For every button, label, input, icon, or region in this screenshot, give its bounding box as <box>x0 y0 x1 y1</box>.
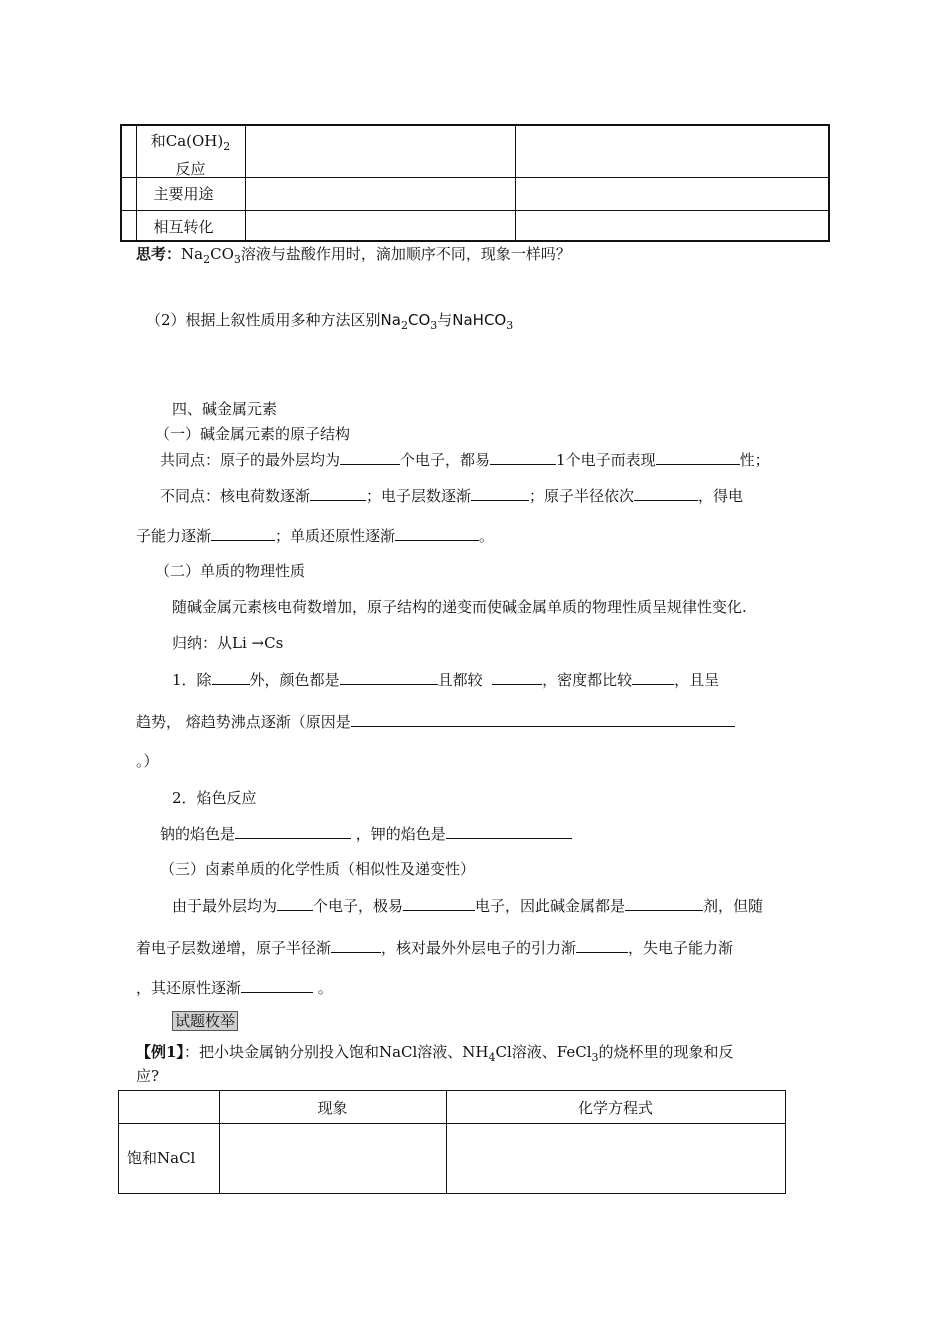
row-label-caoh2: 和$Ca(OH)_2$ 反应 <box>150 132 231 178</box>
subsection-chemical: （三）卤素单质的化学性质（相似性及递变性） <box>160 860 476 878</box>
section-title: 四、碱金属元素 <box>172 400 278 418</box>
point-1: 1．除 外，颜色都是 且都较 ，密度都比较 ，且呈 <box>172 671 720 689</box>
col-header-equation: 化学方程式 <box>577 1099 653 1117</box>
point-1-end: 。） <box>136 752 159 770</box>
properties-table <box>120 124 830 242</box>
example-1: 【例1】：把小块金属钠分别投入饱和NaCl溶液、$NH_4Cl$溶液、FeCl$_3$的烧杯里的现象和反 <box>136 1043 734 1064</box>
table-divider <box>515 126 516 240</box>
col-header-phenomenon: 现象 <box>317 1099 348 1117</box>
physical-intro: 随碱金属元素核电荷数增加，原子结构的递变而使碱金属单质的物理性质呈规律性变化. <box>172 598 747 616</box>
different-points-cont: 子能力逐渐 ；单质还原性逐渐 。 <box>136 527 495 545</box>
example-table <box>118 1090 786 1194</box>
common-points: 共同点：原子的最外层均为 个电子，都易 1个电子而表现 性； <box>160 451 770 469</box>
chemical-line-3: ，其还原性逐渐 。 <box>136 979 333 997</box>
question-2: （2）根据上叙性质用多种方法区别$Na_2CO_3$与NaHCO$_3$ <box>146 311 514 332</box>
chemical-line-1: 由于最外层均为 个电子，极易 电子，因此碱金属都是 剂，但随 <box>172 897 764 915</box>
point-2-flame: 2．焰色反应 <box>172 789 257 807</box>
table-divider <box>245 126 246 240</box>
row-label-nacl: 饱和NaCl <box>127 1149 196 1167</box>
summary-li-cs: 归纳：从Li →Cs <box>172 634 284 652</box>
examples-heading: 试题枚举 <box>172 1012 238 1030</box>
table-divider <box>119 1123 785 1124</box>
subsection-physical: （二）单质的物理性质 <box>155 562 306 580</box>
row-label-conversion: 相互转化 <box>153 218 214 236</box>
different-points: 不同点：核电荷数逐渐 ；电子层数逐渐 ；原子半径依次 ，得电 <box>160 487 744 505</box>
subsection-atomic-structure: （一）碱金属元素的原子结构 <box>155 425 351 443</box>
example-1-cont: 应? <box>136 1067 160 1085</box>
row-label-uses: 主要用途 <box>153 185 214 203</box>
chemical-line-2: 着电子层数递增，原子半径渐 ，核对最外外层电子的引力渐 ，失电子能力渐 <box>136 939 734 957</box>
point-1-cont: 趋势， 熔趋势沸点逐渐（原因是 <box>136 712 735 731</box>
table-divider <box>122 210 828 211</box>
think-question: 思考：$Na_2CO_3$溶液与盐酸作用时，滴加顺序不同，现象一样吗？ <box>136 245 571 266</box>
flame-colors: 钠的焰色是 ，钾的焰色是 <box>160 824 572 843</box>
